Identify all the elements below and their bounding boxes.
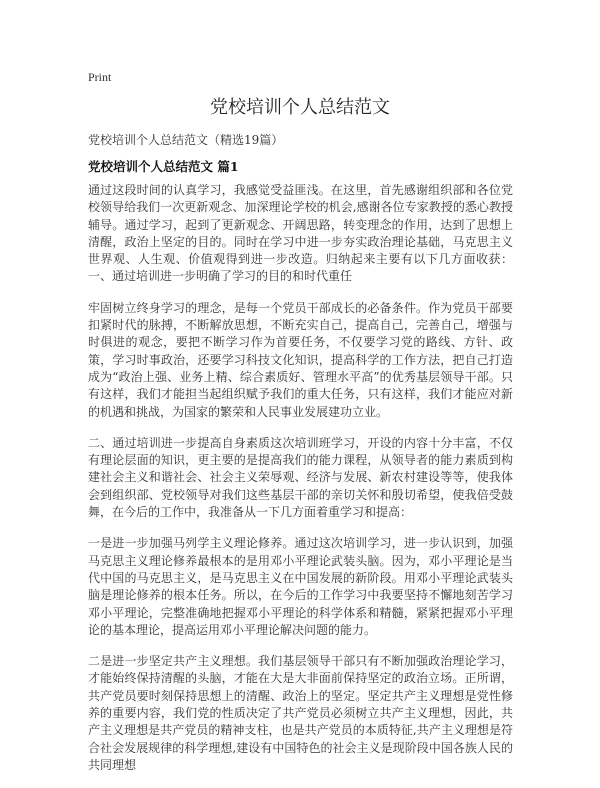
paragraph-2: 牢固树立终身学习的理念，是每一个党员干部成长的必备条件。作为党员干部要扣紧时代的脉搏，不断解放思想，不断充实自己，提高自己，完善自己，增强与时俱进的观念，要把不断学习作为首要任务，不仅要学习党的路线、方针、政策，学习时事政治，还要学习科技文化知识，提高科学的工作方法，把自己打造成为“政治上强、业务上精、综合素质好、管理水平高”的优秀基层领导干部。只有这样，我们才能担当起组织赋予我们的重大任务，只有这样，我们才能应对新的机遇和挑战，为国家的繁荣和人民事业发展建功立业。 xyxy=(88,300,513,419)
document-title: 党校培训个人总结范文 xyxy=(210,97,390,118)
paragraph-5: 二是进一步坚定共产主义理想。我们基层领导干部只有不断加强政治理论学习，才能始终保持清醒的头脑，才能在大是大非面前保持坚定的政治立场。正所谓，共产党员要时刻保持思想上的清醒、政治上的坚定。坚定共产主义理想是党性修养的重要内容，我们党的性质决定了共产党员必须树立共产主义理想，因此，共产主义理想是共产党员的精神支柱，也是共产党员的本质特征,共产主义理想是符合社会发展规律的科学理想,建设有中国特色的社会主义是现阶段中国各族人民的共同理想 xyxy=(88,654,513,772)
paragraph-4: 一是进一步加强马列学主义理论修养。通过这次培训学习，进一步认识到，加强马克思主义理论修养最根本的是用邓小平理论武装头脑。因为，邓小平理论是当代中国的马克思主义，是马克思主义在中国发展的新阶段。用邓小平理论武装头脑是理论修养的根本任务。所以，在今后的工作学习中我要坚持不懈地刻苦学习邓小平理论，完整准确地把握邓小平理论的科学体系和精髓，紧紧把握邓小平理论的基本理论，提高运用邓小平理论解决问题的能力。 xyxy=(88,536,513,637)
paragraph-1: 通过这段时间的认真学习，我感觉受益匪浅。在这里，首先感谢组织部和各位党校领导给我们一次更新观念、加深理论学校的机会,感谢各位专家教授的悉心教授辅导。通过学习，起到了更新观念、开阔思路，转变理念的作用，达到了思想上清醒，政治上坚定的目的。同时在学习中进一步夯实政治理论基础，马克思主义世界观、人生观、价值观得到进一步改造。归纳起来主要有以下几方面收获：一、通过培训进一步明确了学习的目的和时代重任 xyxy=(88,183,513,284)
section-heading: 党校培训个人总结范文 篇1 xyxy=(88,159,239,174)
document-subtitle: 党校培训个人总结范文（精选19篇） xyxy=(88,133,284,147)
print-link[interactable]: Print xyxy=(88,70,112,84)
document-body xyxy=(88,182,513,788)
paragraph-3: 二、通过培训进一步提高自身素质这次培训班学习，开设的内容十分丰富，不仅有理论层面的知识，更主要的是提高我们的能力课程，从领导者的能力素质到构建社会主义和谐社会、社会主义荣辱观、经济与发展、新农村建设等等，使我体会到组织部、党校领导对我们这些基层干部的亲切关怀和殷切希望，使我倍受鼓舞，在今后的工作中，我准备从一下几方面着重学习和提高： xyxy=(88,435,513,520)
